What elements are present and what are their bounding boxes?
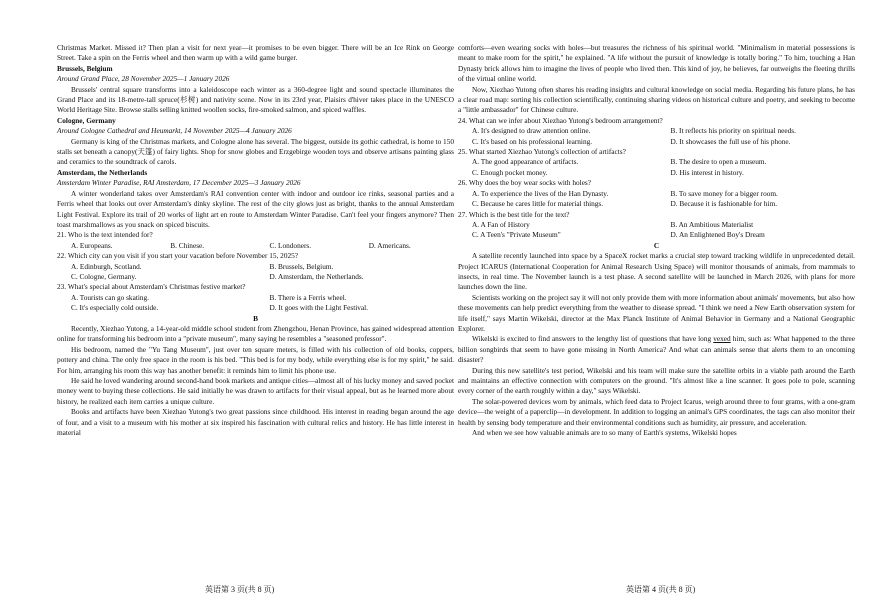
c-paragraph: Scientists working on the project say it will not only provide them with more information about animals' movements, but also how these movements can help predict everything from the weather to disease spread. "I think we need a New Earth observation system for life itself," says Martin Wikelski, director at the Max Planck Institute of Animal Behavior in Germany and a National Geographic Explorer. <box>458 292 855 333</box>
option: D. His interest in history. <box>670 167 744 177</box>
option: D. It goes with the Light Festival. <box>269 303 368 313</box>
c-paragraph: A satellite recently launched into space by a SpaceX rocket marks a crucial step toward tracking wildlife in unprecedented detail. Project ICARUS (International Cooperation for Animal Research Using Space) will monitor thousands of animals, from mammals to insects, in real time. The November launch is a test phase. A second satellite will be launched in March 2026, with plans for more launches down the line. <box>458 251 855 292</box>
option: C. Cologne, Germany. <box>71 271 137 281</box>
b-continued-paragraph: Now, Xiezhao Yutong often shares his reading insights and cultural knowledge on social media. Regarding his future plans, he has a clear road map: sorting his collection scientifically, continuing sharing videos on historical culture and poetry, and seeking to become a "little ambassador" for Chinese culture. <box>458 84 855 115</box>
option: A. Europeans. <box>71 240 113 250</box>
cologne-text: Germany is king of the Christmas markets, and Cologne alone has several. The biggest, outside its gothic cathedral, is home to 150 stalls set beneath a canopy(天篷) of fairy lights. Shop for snow globes and Erzgebirge wooden toys and observe artisans painting glass and ceramics to the soundtrack of carols. <box>57 136 454 167</box>
c-paragraph: During this new satellite's test period, Wikelski and his team will make sure the satellite orbits in a viable path around the Earth and maintains an effective connection with computers on the ground. "It's almost like a line scanner. It goes pole to pole, scanning every corner of the earth roughly within a day," says Wikelski. <box>458 365 855 396</box>
b-continued-paragraph: comforts—even wearing socks with holes—but treasures the richness of his spiritual world. "Minimalism in material possessions is meant to make room for the spirit," he explained. "A life without the pursuit of knowledge is totally boring." To him, touching a Han Dynasty brick allows him to imagine the lives of people who lived then. This kind of joy, he believes, far outweighs the fleeting thrills of the virtual online world. <box>458 43 855 84</box>
option: C. Because he cares little for material things. <box>472 199 604 209</box>
option: C. It's based on his professional learning. <box>472 136 593 146</box>
question-24-options <box>458 126 855 147</box>
question-21-stem: 21. Who is the text intended for? <box>57 230 153 240</box>
question-25-stem: 25. What started Xiezhao Yutong's collection of artifacts? <box>458 147 626 157</box>
option: B. To save money for a bigger room. <box>670 188 778 198</box>
cologne-heading: Cologne, Germany <box>57 115 116 125</box>
option: D. Americans. <box>368 240 411 250</box>
page-footer-right: 英语第 4 页(共 8 页) <box>626 585 696 594</box>
underlined-word: vexed <box>713 334 731 344</box>
amsterdam-heading: Amsterdam, the Netherlands <box>57 167 148 177</box>
option: B. Brussels, Belgium. <box>269 261 334 271</box>
option: A. A Fan of History <box>472 219 530 229</box>
page-footer-left: 英语第 3 页(共 8 页) <box>205 585 275 594</box>
option: D. Amsterdam, the Netherlands. <box>269 271 364 281</box>
b-paragraph: Recently, Xiezhao Yutong, a 14-year-old middle school student from Zhengzhou, Henan Province, has gained widespread attention online for transforming his bedroom into a "private museum", many saying he resembles a "seasoned professor". <box>57 323 454 344</box>
b-paragraph: His bedroom, named the "Yu Tang Museum", just over ten square meters, is filled with his collection of old books, coppers, pottery and china. The only free space in the room is his bed. "This bed is for my body, while everything else is for my spirit," he said. For him, arranging his room this way has another benefit: it reminds him to limit his phone use. <box>57 344 454 375</box>
question-27-stem: 27. Which is the best title for the text? <box>458 209 570 219</box>
option: B. Chinese. <box>170 240 205 250</box>
c-paragraph-text: him, such as: What happened to the three billion songbirds that seem to have gone missing in North America? And what can animals sense that alerts them to an oncoming disaster? <box>458 334 855 365</box>
amsterdam-subhead: Amsterdam Winter Paradise, RAI Amsterdam, 17 December 2025—3 January 2026 <box>57 178 301 188</box>
question-26-stem: 26. Why does the boy wear socks with holes? <box>458 178 592 188</box>
question-26-options <box>458 189 855 210</box>
question-21-options <box>57 241 454 251</box>
question-25-options <box>458 157 855 178</box>
brussels-text: Brussels' central square transforms into a kaleidoscope each winter as a 360-degree light and sound spectacle illuminates the Grand Place and its 18-metre-tall spruce(杉树) and nativity scene. Now in its 23rd year, Plaisirs d'hiver takes place in the UNESCO World Heritage Site. Browse stalls selling knitted woollen socks, fire-smoked salmon, and spiced waffles. <box>57 84 454 115</box>
cologne-subhead: Around Cologne Cathedral and Heumarkt, 14 November 2025—4 January 2026 <box>57 126 292 136</box>
c-paragraph-vexed <box>458 334 855 365</box>
brussels-subhead: Around Grand Place, 28 November 2025—1 January 2026 <box>57 74 230 84</box>
amsterdam-text: A winter wonderland takes over Amsterdam's RAI convention center with indoor and outdoor ice rinks, seasonal parties and a Ferris wheel that looks out over Amsterdam's dinky skyline. The rest of the city glows just as bright, thanks to the annual Amsterdam Light Festival. Explore its trail of 20 works of light art en route to Amsterdam Winter Paradise. Can't feel your fingers anymore? Then toast marshmallows as you snack on spiced biscuits. <box>57 188 454 229</box>
option: A. Tourists can go skating. <box>71 292 149 302</box>
option: D. An Enlightened Boy's Dream <box>670 230 765 240</box>
b-paragraph: Books and artifacts have been Xiezhao Yutong's two great passions since childhood. His interest in reading began around the age of four, and a visit to a museum with his mother at six inspired his fascination with cultural relics and history. He has little interest in material <box>57 407 454 438</box>
question-23-stem: 23. What's special about Amsterdam's Christmas festive market? <box>57 282 246 292</box>
option: B. It reflects his priority on spiritual needs. <box>670 126 796 136</box>
b-paragraph: He said he loved wandering around second-hand book markets and antique cities—almost all of his lucky money and saved pocket money went to buying these collections. He said initially he was drawn to artifacts for their visual appeal, but as he learned more about history, he realized each item carries a unique culture. <box>57 376 454 406</box>
option: D. Because it is fashionable for him. <box>670 199 778 209</box>
intro-paragraph: Christmas Market. Missed it? Then plan a visit for next year—it promises to be even bigger. There will be an Ice Rink on George Street. Take a spin on the Ferris wheel and then warm up with a wild game burger. <box>57 43 454 63</box>
question-23-options <box>57 293 454 314</box>
option: B. There is a Ferris wheel. <box>269 292 347 302</box>
section-c-label: C <box>653 240 660 250</box>
c-paragraph: The solar-powered devices worn by animals, which feed data to Project Icarus, weigh around three to four grams, with a one-gram device—the weight of a paperclip—in development. In addition to logging an animal's GPS coordinates, the tags can also monitor their health by sensing body temperature and their environmental conditions such as humidity, air pressure, and acceleration. <box>458 396 855 427</box>
option: C. Enough pocket money. <box>472 167 548 177</box>
c-paragraph: And when we see how valuable animals are to so many of Earth's systems, Wikelski hopes <box>472 428 737 438</box>
option: C. Londoners. <box>269 240 312 250</box>
option: C. It's especially cold outside. <box>71 303 159 313</box>
option: C. A Teen's "Private Museum" <box>472 230 561 240</box>
question-24-stem: 24. What can we infer about Xiezhao Yutong's bedroom arrangement? <box>458 115 663 125</box>
option: B. An Ambitious Materialist <box>670 219 754 229</box>
left-column <box>57 43 454 438</box>
option: A. The good appearance of artifacts. <box>472 157 579 167</box>
option: A. To experience the lives of the Han Dynasty. <box>472 188 609 198</box>
right-column <box>458 43 855 438</box>
question-22-options <box>57 262 454 283</box>
option: A. Edinburgh, Scotland. <box>71 261 142 271</box>
question-27-options <box>458 220 855 241</box>
option: D. It showcases the full use of his phone. <box>670 136 791 146</box>
brussels-heading: Brussels, Belgium <box>57 63 113 73</box>
option: B. The desire to open a museum. <box>670 157 767 167</box>
section-b-label: B <box>253 313 258 323</box>
c-paragraph-text: Wikelski is excited to find answers to the lengthy list of questions that have long <box>472 334 714 344</box>
option: A. It's designed to draw attention online. <box>472 126 591 136</box>
question-22-stem: 22. Which city can you visit if you start your vacation before November 15, 2025? <box>57 251 299 261</box>
